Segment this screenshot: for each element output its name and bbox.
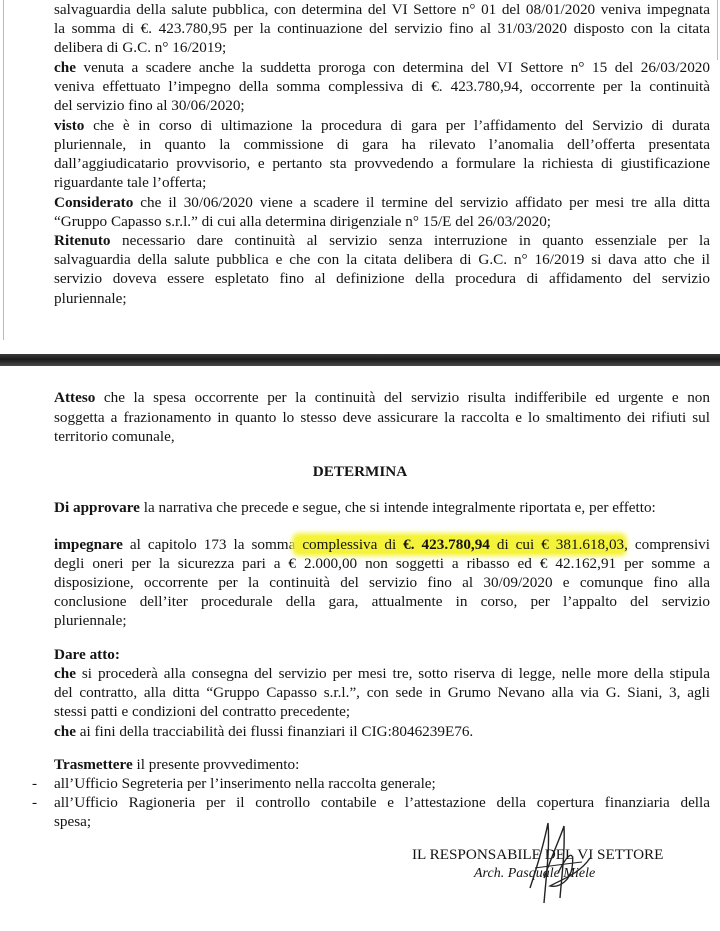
top-page bbox=[0, 0, 720, 352]
text-line: soggetta a frazionamento in quanto lo stesso deve assicurare la raccolta e lo smaltimento dei rifiuti sul bbox=[54, 409, 710, 426]
list-item bbox=[32, 793, 710, 812]
text-line: servizio doveva essere espletato fino al definizione della procedura di affidamento del servizio bbox=[54, 270, 710, 287]
text-span: al capitolo 173 la somma bbox=[122, 536, 296, 553]
text-line: del contratto, alla ditta “Gruppo Capasso s.r.l.”, con sede in Grumo Nevano alla via G. Siani, 3, agli bbox=[54, 684, 710, 701]
text-span: venuta a scadere anche la suddetta proroga con determina del VI Settore n° 15 del 26/03/2020 bbox=[75, 59, 710, 76]
list-item-text: all’Ufficio Ragioneria per il controllo contabile e l’attestazione della copertura finanziaria della bbox=[54, 794, 710, 811]
text-line: salvaguardia della salute pubblica e che con la citata delibera di G.C. n° 16/2019 si dava atto che il bbox=[54, 251, 710, 268]
text-line: dall’aggiudicatario provvisorio, e pertanto sta provvedendo a formulare la richiesta di giustificazione bbox=[54, 155, 710, 172]
lead-word: Ritenuto bbox=[54, 232, 111, 249]
text-line: delibera di G.C. n° 16/2019; bbox=[54, 39, 227, 56]
signatory-title: IL RESPONSABILE DEL VI SETTORE bbox=[412, 846, 664, 863]
text-span: si procederà alla consegna del servizio per mesi tre, sotto riserva di legge, nelle more della stipula bbox=[75, 665, 710, 682]
text-line: pluriennale; bbox=[54, 612, 127, 629]
lead-word: Trasmettere bbox=[54, 756, 133, 773]
lead-word: Atteso bbox=[54, 389, 96, 406]
list-item-text: all’Ufficio Segreteria per l’inserimento nella raccolta generale; bbox=[54, 775, 436, 792]
determina-heading: DETERMINA bbox=[312, 463, 408, 480]
lead-word: Considerato bbox=[54, 194, 134, 211]
paragraph-che bbox=[54, 722, 710, 741]
paragraph-considerato bbox=[54, 193, 710, 212]
text-line: pluriennale, in quanto la commissione di gara ha rilevato l’anomalia dell’offerta presentata bbox=[54, 136, 710, 153]
paragraph-trasmettere bbox=[54, 755, 710, 774]
text-line: riguardante tale l’offerta; bbox=[54, 174, 207, 191]
text-span: , comprensivi bbox=[624, 536, 710, 553]
text-span: di cui € 381.618,03 bbox=[489, 536, 625, 553]
text-span: che la spesa occorrente per la continuità del servizio risulta indifferibile ed urgente e non bbox=[95, 389, 710, 406]
lead-word: che bbox=[54, 59, 76, 76]
page-edge bbox=[717, 0, 718, 60]
signatory-name: Arch. Pasquale Miele bbox=[474, 866, 596, 881]
paragraph-impegnare bbox=[54, 535, 710, 554]
amount-total: €. 423.780,94 bbox=[403, 536, 490, 553]
heading-text: Dare atto: bbox=[54, 646, 120, 663]
text-span: che è in corso di ultimazione la procedura di gara per l’affidamento del Servizio di durata bbox=[84, 117, 710, 134]
text-line: degli oneri per la sicurezza pari a € 2.000,00 non soggetti a ribasso ed € 42.162,91 per somme a bbox=[54, 555, 710, 572]
page-separator bbox=[0, 352, 720, 370]
lead-word: Di approvare bbox=[54, 499, 140, 516]
text-line: disposizione, occorrente per la continuità del servizio fino al 30/09/2020 e comunque fino alla bbox=[54, 574, 710, 591]
lead-word: che bbox=[54, 723, 76, 740]
lead-word: impegnare bbox=[54, 536, 123, 553]
text-line: territorio comunale, bbox=[54, 428, 175, 445]
text-line: “Gruppo Capasso s.r.l.” di cui alla determina dirigenziale n° 15/E del 26/03/2020; bbox=[54, 213, 552, 230]
text-span: complessiva di bbox=[295, 536, 404, 553]
bullet: - bbox=[32, 794, 38, 811]
paragraph-atteso bbox=[54, 388, 710, 407]
text-line: salvaguardia della salute pubblica, con determina del VI Settore n° 01 del 08/01/2020 veniva impegnata bbox=[54, 1, 710, 18]
page-edge bbox=[3, 0, 4, 340]
text-line: conclusione dell’iter procedurale della gara, attualmente in corso, per l’appalto del servizio bbox=[54, 593, 710, 610]
highlighted-amount bbox=[295, 536, 624, 553]
bottom-page bbox=[0, 370, 720, 931]
paragraph-approvare bbox=[54, 498, 710, 517]
text-line: spesa; bbox=[54, 813, 92, 830]
text-line: pluriennale; bbox=[54, 290, 127, 307]
page-break-band bbox=[0, 354, 720, 366]
text-span: la narrativa che precede e segue, che si intende integralmente riportata e, per effetto: bbox=[139, 499, 656, 516]
paragraph-che bbox=[54, 58, 710, 77]
lead-word: visto bbox=[54, 117, 85, 134]
text-line: la somma di €. 423.780,95 per la continuazione del servizio fino al 31/03/2020 disposto con la citata bbox=[54, 20, 710, 37]
paragraph-visto bbox=[54, 116, 710, 135]
list-item bbox=[32, 774, 710, 793]
paragraph-ritenuto bbox=[54, 231, 710, 250]
text-line: stessi patti e condizioni del contratto precedente; bbox=[54, 703, 351, 720]
text-span: che il 30/06/2020 viene a scadere il termine del servizio affidato per mesi tre alla ditta bbox=[133, 194, 710, 211]
text-line: del servizio fino al 30/06/2020; bbox=[54, 97, 245, 114]
handwritten-signature bbox=[520, 818, 600, 908]
bullet: - bbox=[32, 775, 38, 792]
text-span: necessario dare continuità al servizio senza interruzione in quanto essenziale per la bbox=[110, 232, 710, 249]
text-span: ai fini della tracciabilità dei flussi finanziari il CIG:8046239E76. bbox=[75, 723, 474, 740]
text-line: veniva effettuato l’impegno della somma complessiva di €. 423.780,94, occorrente per la continuità bbox=[54, 78, 710, 95]
text-span: il presente provvedimento: bbox=[132, 756, 300, 773]
paragraph-che bbox=[54, 664, 710, 683]
lead-word: che bbox=[54, 665, 76, 682]
dare-atto-heading bbox=[54, 645, 710, 664]
